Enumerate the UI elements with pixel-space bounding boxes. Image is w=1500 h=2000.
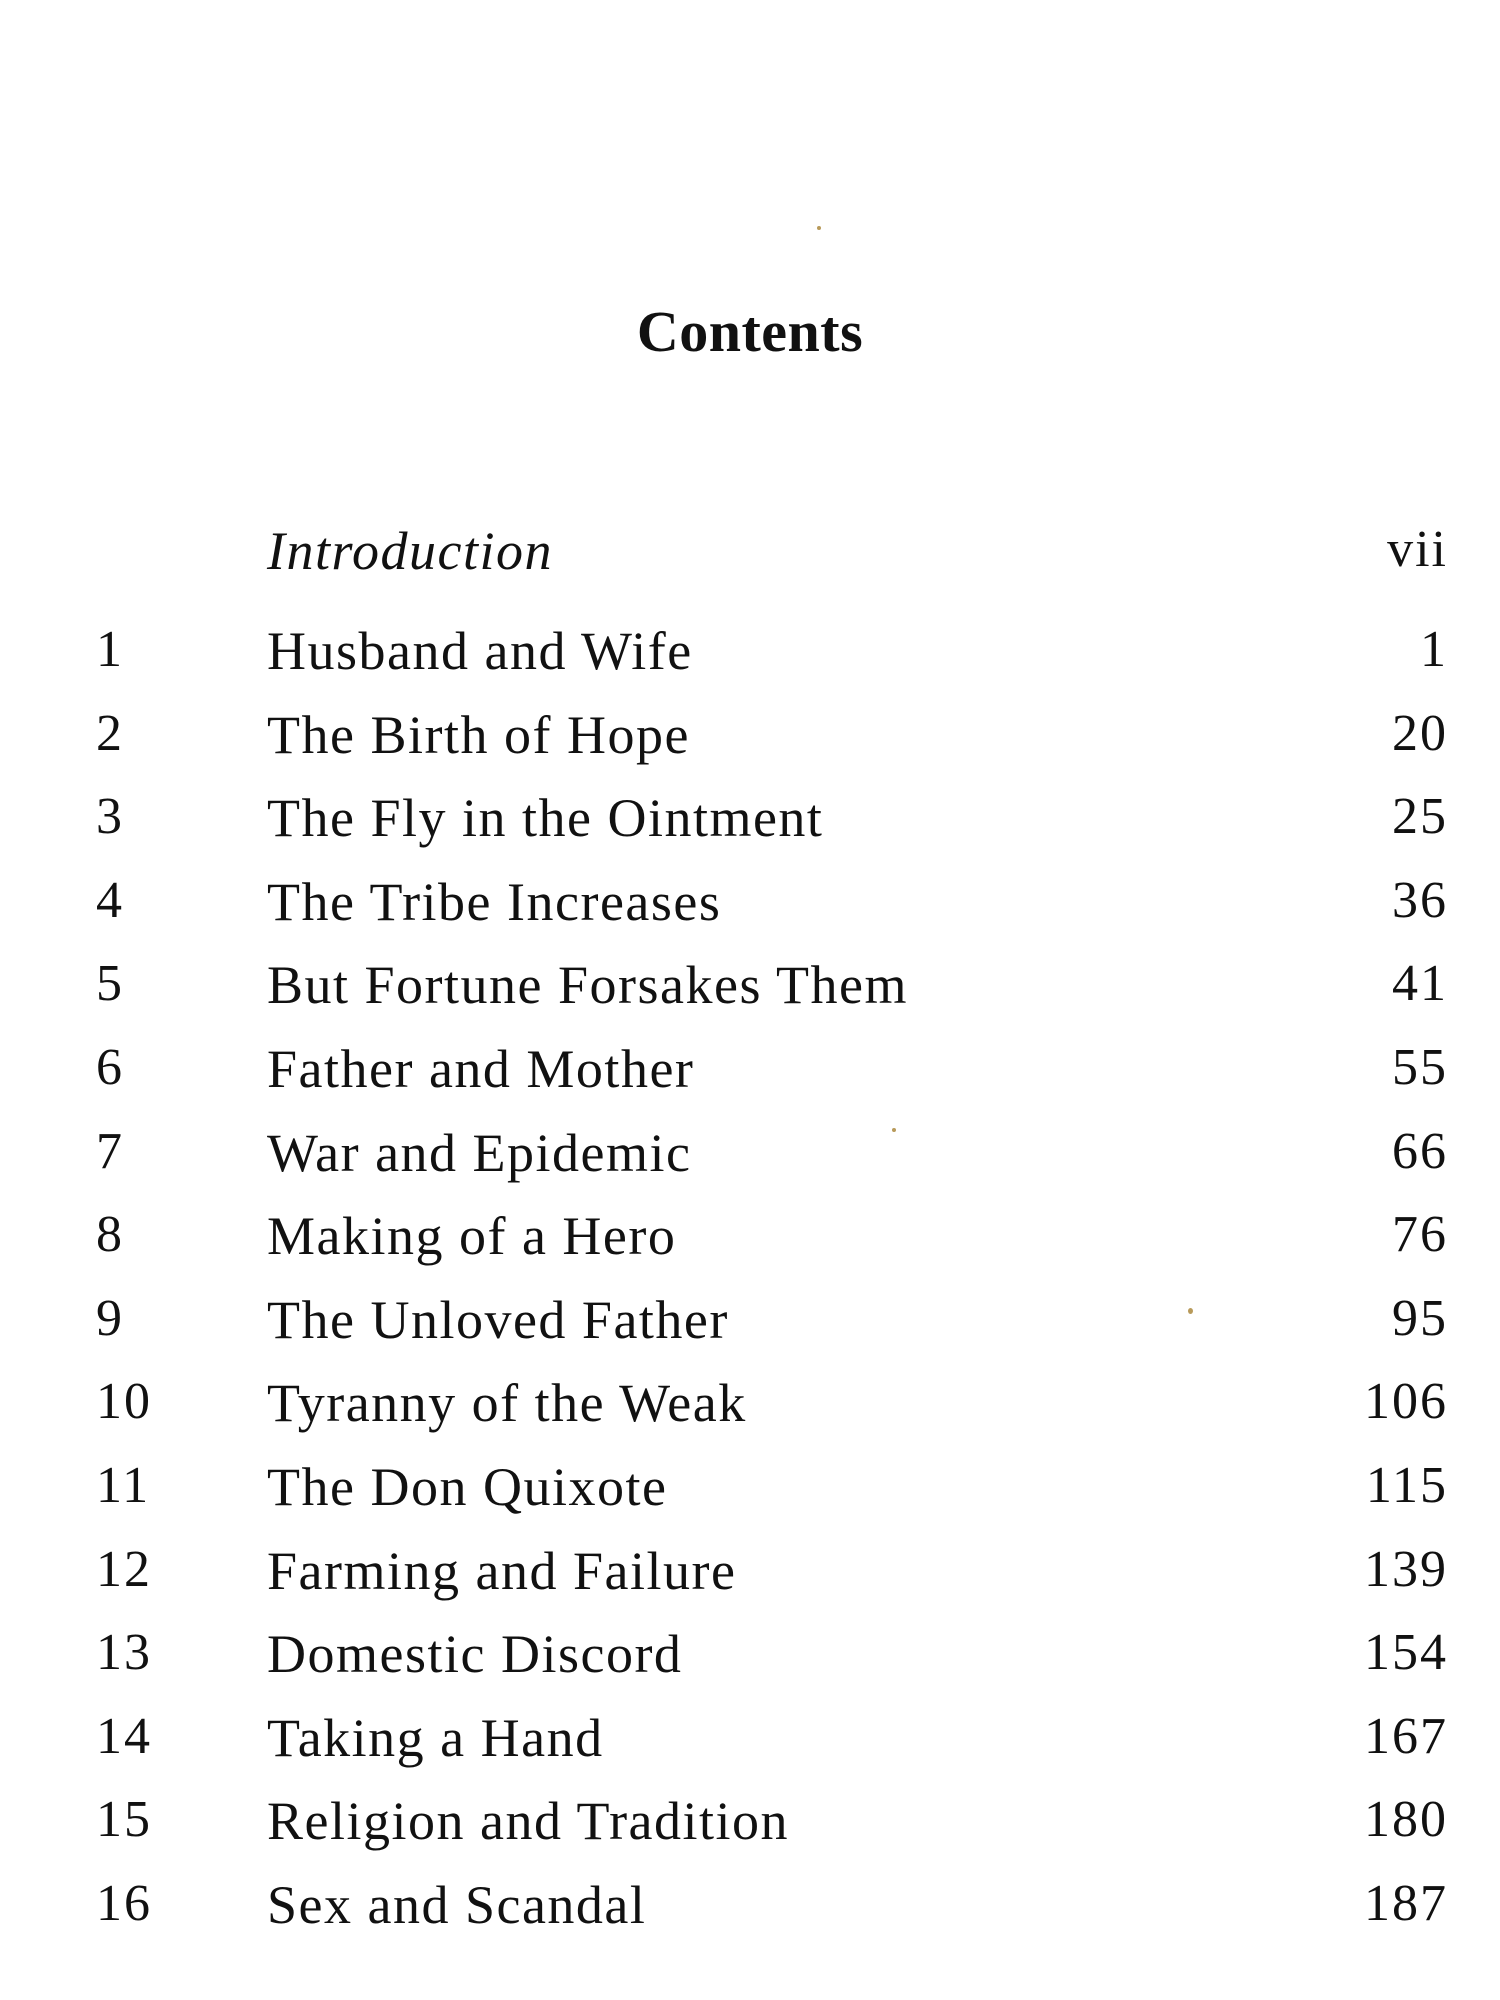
chapter-title: Domestic Discord — [267, 1624, 683, 1685]
chapter-page-number: 1 — [1420, 621, 1448, 678]
chapter-number: 6 — [96, 1039, 124, 1096]
chapter-title: Sex and Scandal — [267, 1875, 647, 1935]
toc-chapter-row — [0, 620, 1500, 704]
chapter-page-number: 76 — [1392, 1206, 1448, 1264]
chapter-page-number: 180 — [1364, 1791, 1448, 1849]
chapter-page-number: 66 — [1392, 1122, 1448, 1180]
chapter-title: Farming and Failure — [267, 1540, 737, 1601]
chapter-number: 4 — [96, 871, 124, 929]
chapter-page-number: 106 — [1364, 1373, 1448, 1431]
toc-chapter-row — [0, 1289, 1500, 1373]
chapter-number: 5 — [96, 955, 124, 1013]
chapter-number: 13 — [96, 1624, 152, 1682]
toc-chapter-row — [0, 704, 1500, 788]
chapter-title: Husband and Wife — [267, 621, 693, 681]
chapter-title: The Unloved Father — [267, 1289, 729, 1350]
toc-chapter-row — [0, 1623, 1500, 1707]
chapter-page-number: 55 — [1392, 1039, 1448, 1096]
chapter-title: The Don Quixote — [267, 1457, 668, 1517]
chapter-number: 15 — [96, 1791, 152, 1849]
chapter-page-number: 154 — [1364, 1624, 1448, 1682]
chapter-page-number: 25 — [1392, 788, 1448, 846]
chapter-page-number: 41 — [1392, 955, 1448, 1013]
chapter-title: Making of a Hero — [267, 1206, 677, 1267]
chapter-page-number: 139 — [1364, 1540, 1448, 1598]
toc-chapter-row — [0, 1372, 1500, 1456]
chapter-page-number: 36 — [1392, 871, 1448, 929]
toc-chapter-row — [0, 1874, 1500, 1958]
chapter-title: The Tribe Increases — [267, 871, 722, 932]
chapter-page-number: 115 — [1365, 1457, 1448, 1514]
chapter-title: Taking a Hand — [267, 1707, 604, 1768]
page-title-text: Contents — [636, 299, 864, 364]
toc-introduction-row — [0, 520, 1500, 604]
chapter-number: 3 — [96, 788, 124, 846]
introduction-page-number: vii — [1387, 521, 1448, 578]
toc-chapter-row — [0, 1707, 1500, 1791]
chapter-title: War and Epidemic — [267, 1122, 692, 1183]
chapter-title: Tyranny of the Weak — [267, 1373, 747, 1434]
chapter-number: 1 — [96, 621, 124, 678]
chapter-number: 12 — [96, 1540, 152, 1598]
chapter-page-number: 187 — [1364, 1875, 1448, 1932]
chapter-title: The Fly in the Ointment — [267, 788, 824, 849]
chapter-number: 11 — [96, 1457, 151, 1514]
paper-speck — [817, 226, 821, 230]
toc-chapter-row — [0, 954, 1500, 1038]
page-title — [0, 298, 1500, 365]
chapter-number: 8 — [96, 1206, 124, 1264]
chapter-number: 14 — [96, 1707, 152, 1765]
toc-chapter-row — [0, 787, 1500, 871]
chapter-number: 10 — [96, 1373, 152, 1431]
chapter-number: 7 — [96, 1122, 124, 1180]
chapter-title: But Fortune Forsakes Them — [267, 955, 908, 1016]
toc-chapter-row — [0, 1540, 1500, 1624]
chapter-number: 2 — [96, 704, 124, 762]
chapter-title: The Birth of Hope — [267, 704, 690, 765]
toc-chapter-row — [0, 1205, 1500, 1289]
toc-chapter-row — [0, 1038, 1500, 1122]
introduction-label: Introduction — [267, 521, 553, 581]
chapter-page-number: 167 — [1364, 1707, 1448, 1765]
chapter-title: Father and Mother — [267, 1039, 695, 1099]
chapter-title: Religion and Tradition — [267, 1791, 790, 1852]
chapter-page-number: 20 — [1392, 704, 1448, 762]
chapter-number: 16 — [96, 1875, 152, 1932]
chapter-page-number: 95 — [1392, 1289, 1448, 1347]
toc-chapter-row — [0, 1456, 1500, 1540]
toc-chapter-row — [0, 1790, 1500, 1874]
toc-chapter-row — [0, 871, 1500, 955]
chapter-number: 9 — [96, 1289, 124, 1347]
toc-chapter-row — [0, 1122, 1500, 1206]
